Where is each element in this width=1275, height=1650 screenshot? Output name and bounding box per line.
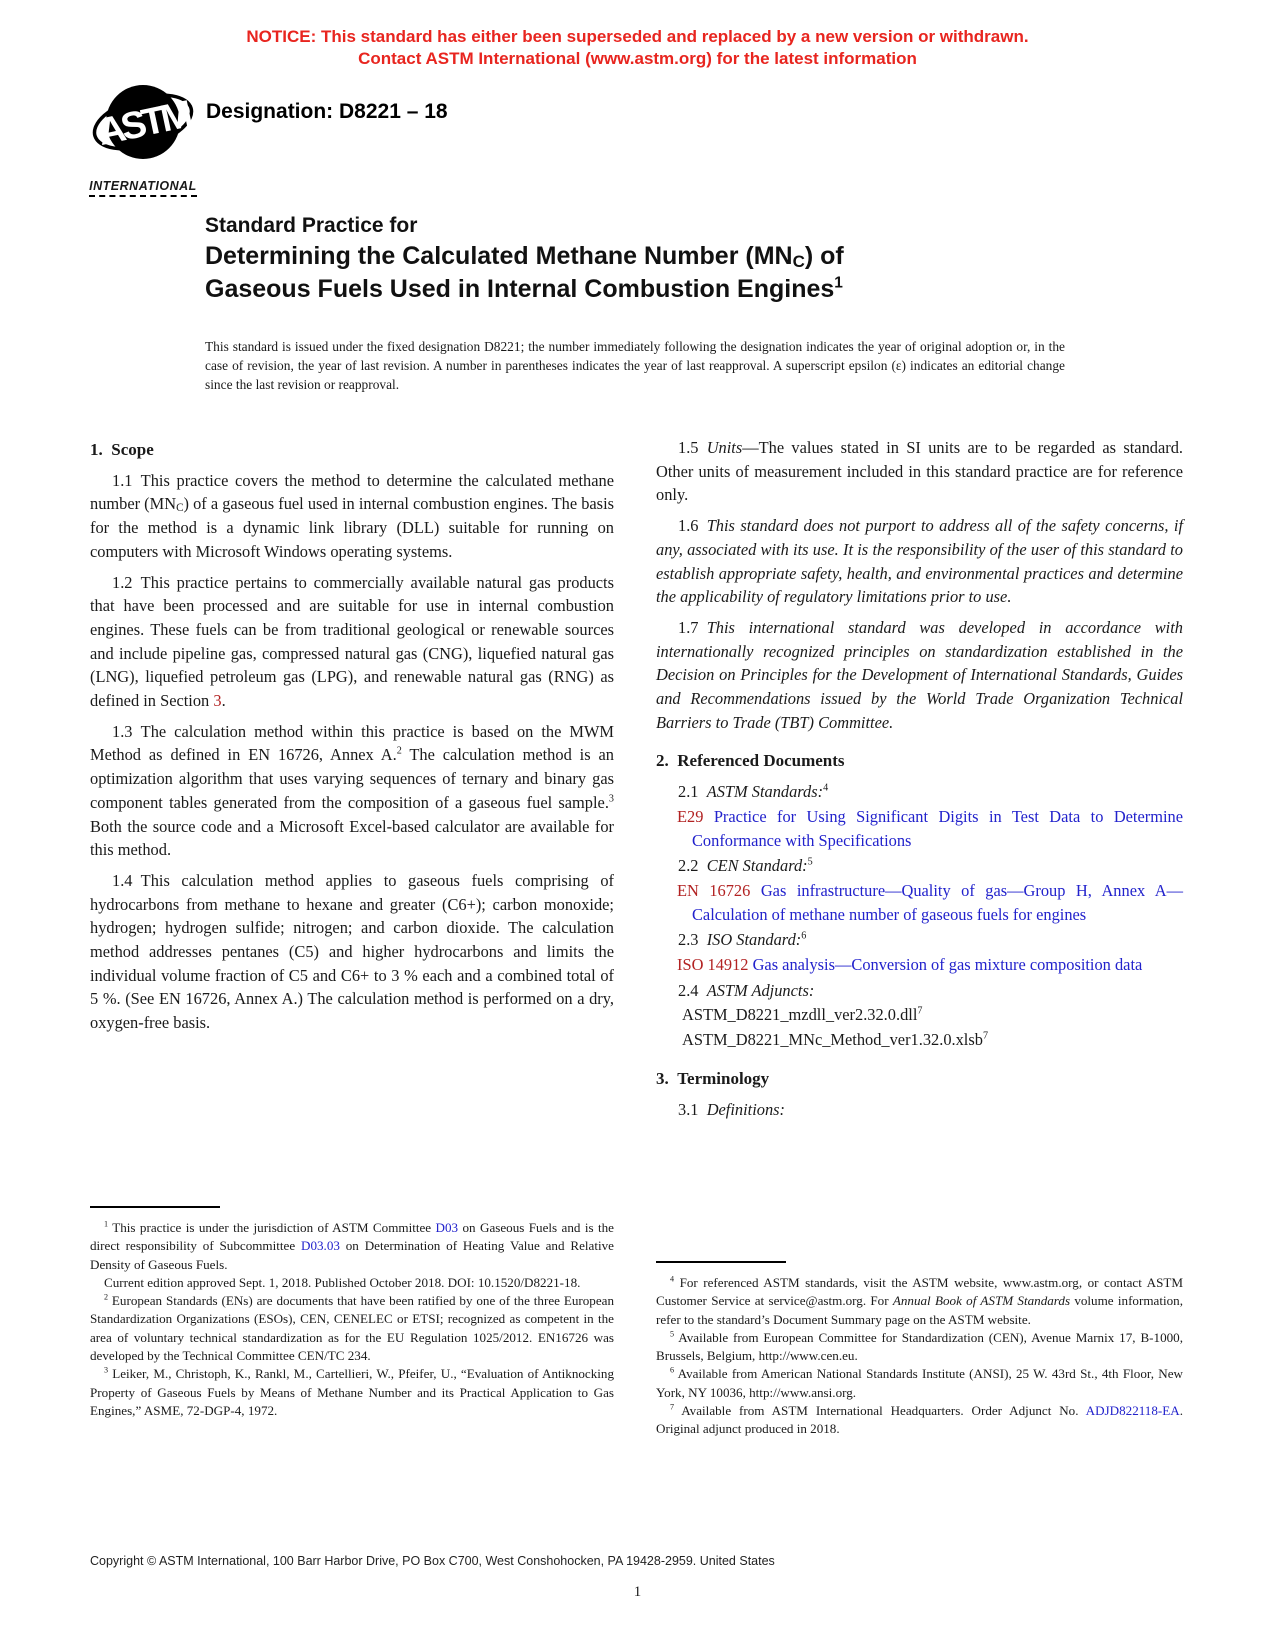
- text-segment: 7: [917, 1006, 923, 1017]
- astm-logo: [88, 76, 198, 197]
- text-segment: For referenced ASTM standards, visit the ASTM website, www.astm.org, or contact ASTM Customer Service at service@astm.org. For: [656, 1275, 1183, 1309]
- paragraph-2-3: [656, 928, 1183, 952]
- heading-scope: 1. Scope: [90, 440, 154, 459]
- text-segment: ASTM Standards:: [706, 782, 824, 802]
- text-segment: 4: [670, 1274, 675, 1284]
- section-3-link[interactable]: 3: [213, 691, 222, 711]
- heading-referenced-documents: 2. Referenced Documents: [656, 751, 845, 771]
- text-segment: Available from American National Standards Institute (ANSI), 25 W. 43rd St., 4th Floor, New York, NY 10036, http://www.ansi.org.: [656, 1366, 1183, 1400]
- text-segment: Units: [706, 438, 743, 457]
- astm-logo-international-label: INTERNATIONAL: [89, 179, 197, 197]
- paragraph-2-2: [656, 854, 1183, 878]
- text-segment: 1.2 This practice pertains to commercially available natural gas products that have been processed and are suitable for use in internal combustion engines. These fuels can be from traditional geological or renewable sources and include pipeline gas, compressed natural gas (CNG), liquefied natural gas (LNG), liquefied petroleum gas (LPG), and renewable natural gas (RNG) as defined in Section: [90, 572, 614, 711]
- text-segment: 5: [807, 856, 813, 868]
- iso14912-link[interactable]: ISO 14912: [677, 955, 749, 975]
- text-segment: ) of: [804, 242, 844, 270]
- text-segment: Available from European Committee for Standardization (CEN), Avenue Marnix 17, B-1000, Brussels, Belgium, http://www.cen.eu.: [656, 1329, 1183, 1364]
- adjunct-order-link[interactable]: ADJD822118-EA: [1085, 1403, 1180, 1419]
- text-segment: 5: [670, 1329, 675, 1339]
- paragraph-1-7: [656, 616, 1183, 735]
- e29-link[interactable]: E29: [677, 806, 704, 826]
- text-segment: European Standards (ENs) are documents that have been ratified by one of the three European Standardization Organizations (ESOs), CEN, CENELEC or ETSI; recognized as competent in the area of voluntary technical standardization as for the EU Regulation 1025/2012. EN16726 was developed by the Technical Committee CEN/TC 234.: [90, 1293, 614, 1364]
- text-segment: Both the source code and a Microsoft Excel-based calculator are available for this method.: [90, 816, 614, 860]
- paragraph-2-1: [656, 780, 1183, 804]
- svg-text:ASTM: ASTM: [94, 93, 193, 155]
- text-segment: ASTM Adjuncts:: [706, 980, 815, 1000]
- text-segment: 1: [834, 274, 843, 292]
- right-column: [656, 434, 1183, 1121]
- text-segment: volume information, refer to the standard’s Document Summary page on the ASTM website.: [656, 1293, 1183, 1327]
- text-segment: Gaseous Fuels Used in Internal Combustion Engines: [205, 275, 835, 303]
- text-segment: ASTM_D8221_mzdll_ver2.32.0.dll: [682, 1005, 918, 1025]
- footnote-4: [656, 1274, 1183, 1329]
- footnote-rule-left: [90, 1206, 220, 1208]
- text-segment: 2.3: [678, 930, 707, 950]
- text-segment: . Original adjunct produced in 2018.: [656, 1403, 1183, 1437]
- superseded-notice: [0, 26, 1275, 70]
- paragraph-1-6: [656, 514, 1183, 609]
- paragraph-1-5: [656, 436, 1183, 507]
- text-segment: ISO Standard:: [706, 930, 802, 950]
- text-segment: 1: [104, 1219, 109, 1229]
- text-segment: 7: [982, 1030, 989, 1042]
- paragraph-1-2: [90, 571, 614, 713]
- text-segment: 1.6: [678, 516, 707, 536]
- title-line-2: [205, 273, 1085, 306]
- text-segment: on Gaseous Fuels and is the direct responsibility of Subcommittee: [90, 1220, 614, 1254]
- text-segment: Determining the Calculated Methane Number (MN: [205, 242, 793, 270]
- text-segment: 3: [104, 1366, 109, 1376]
- adjunct-file-2: [656, 1028, 1183, 1052]
- text-segment: CEN Standard:: [706, 856, 808, 876]
- text-segment: 2: [396, 745, 402, 757]
- notice-line-1: NOTICE: This standard has either been superseded and replaced by a new version or withdrawn.: [246, 27, 1029, 46]
- d03-link[interactable]: D03: [435, 1220, 459, 1235]
- text-segment: 2: [104, 1292, 109, 1302]
- issuance-preamble: This standard is issued under the fixed designation D8221; the number immediately following the designation indicates the year of original adoption or, in the case of revision, the year of last revision. A number in parentheses indicates the year of last reapproval. A superscript epsilon (ε) indicates an editorial change since the last revision or reapproval.: [205, 339, 1065, 392]
- text-segment: 2.1: [678, 782, 707, 802]
- footnotes-right: [656, 1261, 1183, 1439]
- text-segment: —The values stated in SI units are to be regarded as standard. Other units of measurement included in this standard practice are for reference only.: [656, 438, 1183, 505]
- text-segment: 3.1: [678, 1099, 707, 1119]
- astm-globe-icon: [91, 76, 195, 172]
- text-segment: This standard does not purport to address all of the safety concerns, if any, associated with its use. It is the responsibility of the user of this standard to establish appropriate safety, health, and environmental practices and determine the applicability of regulatory limitations prior to use.: [656, 516, 1183, 607]
- text-segment: 6: [670, 1366, 675, 1376]
- en16726-title-link[interactable]: Gas infrastructure—Quality of gas—Group H, Annex A—Calculation of methane number of gaseous fuels for engines: [692, 880, 1183, 924]
- reference-en16726: [656, 879, 1183, 926]
- text-segment: Annual Book of ASTM Standards: [892, 1293, 1071, 1309]
- title-line-1: [205, 240, 1085, 273]
- notice-line-2: Contact ASTM International (www.astm.org) for the latest information: [358, 49, 917, 68]
- text-segment: 4: [823, 782, 829, 794]
- text-segment: C: [176, 502, 184, 515]
- footnote-7: [656, 1402, 1183, 1439]
- text-segment: .: [221, 691, 226, 711]
- d0303-link[interactable]: D03.03: [301, 1238, 340, 1254]
- text-segment: on Determination of Heating Value and Relative Density of Gaseous Fuels.: [90, 1238, 614, 1272]
- footnotes-left: [90, 1206, 614, 1420]
- reference-e29: [656, 805, 1183, 852]
- footnote-2: [90, 1292, 614, 1365]
- copyright-line: Copyright © ASTM International, 100 Barr Harbor Drive, PO Box C700, West Conshohocken, PA 19428-2959. United States: [90, 1554, 775, 1568]
- heading-terminology: 3. Terminology: [656, 1068, 770, 1088]
- e29-title-link[interactable]: Practice for Using Significant Digits in Test Data to Determine Conformance with Specifications: [692, 806, 1183, 850]
- page-number: 1: [633, 1584, 642, 1600]
- text-segment: 1.1 This practice covers the method to determine the calculated methane number (MN: [90, 470, 614, 514]
- footnote-5: [656, 1329, 1183, 1366]
- left-column: [90, 434, 614, 1035]
- reference-iso14912: [656, 953, 1183, 977]
- text-segment: 3: [608, 793, 614, 805]
- text-segment: ASTM_D8221_MNc_Method_ver1.32.0.xlsb: [682, 1030, 983, 1050]
- footnote-3: [90, 1365, 614, 1420]
- text-segment: ) of a gaseous fuel used in internal combustion engines. The basis for the method is a dynamic link library (DLL) suitable for running on computers with Microsoft Windows operating systems.: [90, 494, 614, 561]
- paragraph-1-1: [90, 469, 614, 564]
- text-segment: 1.7: [678, 617, 707, 637]
- footnote-1-edition: [90, 1274, 614, 1292]
- text-segment: This international standard was developed in accordance with internationally recognized principles on standardization established in the Decision on Principles for the Development of International Standards, Guides and Recommendations issued by the World Trade Organization Technical Barriers to Trade (TBT) Committee.: [656, 617, 1183, 732]
- adjunct-file-1: [656, 1003, 1183, 1027]
- text-segment: Definitions:: [706, 1099, 785, 1119]
- paragraph-2-4: [656, 979, 1183, 1003]
- iso14912-title-link[interactable]: Gas analysis—Conversion of gas mixture composition data: [748, 955, 1143, 975]
- paragraph-3-1: [656, 1098, 1183, 1122]
- text-segment: 1.5: [678, 438, 707, 457]
- paragraph-1-3: [90, 720, 614, 862]
- title-kicker: Standard Practice for: [205, 214, 418, 237]
- text-segment: Available from ASTM International Headquarters. Order Adjunct No.: [674, 1403, 1086, 1419]
- text-segment: 7: [670, 1402, 675, 1412]
- text-segment: 6: [801, 930, 807, 942]
- footnote-1: [90, 1219, 614, 1274]
- text-segment: This practice is under the jurisdiction of ASTM Committee: [108, 1220, 436, 1235]
- text-segment: Current edition approved Sept. 1, 2018. Published October 2018. DOI: 10.1520/D8221-18.: [104, 1274, 581, 1290]
- text-segment: 2.4: [678, 980, 707, 1000]
- en16726-link[interactable]: EN 16726: [677, 880, 751, 900]
- text-segment: 2.2: [678, 856, 707, 876]
- text-segment: 1.4 This calculation method applies to gaseous fuels comprising of hydrocarbons from methane to hexane and greater (C6+); carbon monoxide; hydrogen; hydrogen sulfide; nitrogen; and carbon dioxide. The calculation method addresses pentanes (C5) and higher hydrocarbons and limits the individual volume fraction of C5 and C6+ to 3 % each and a combined total of 5 %. (See EN 16726, Annex A.) The calculation method is performed on a dry, oxygen-free basis.: [90, 870, 614, 1033]
- designation: Designation: D8221 – 18: [206, 100, 448, 123]
- text-segment: The calculation method is an optimization algorithm that uses varying sequences of ternary and binary gas component tables generated from the composition of a gaseous fuel sample.: [90, 745, 614, 812]
- text-segment: Leiker, M., Christoph, K., Rankl, M., Cartellieri, W., Pfeifer, U., “Evaluation of Antiknocking Property of Gaseous Fuels by Means of Methane Number and its Practical Application to Gas Engines,” ASME, 72-DGP-4, 1972.: [90, 1366, 614, 1418]
- footnote-6: [656, 1365, 1183, 1402]
- text-segment: 1.3 The calculation method within this practice is based on the MWM Method as defined in EN 16726, Annex A.: [90, 721, 614, 765]
- footnote-rule-right: [656, 1261, 786, 1263]
- title-block: [205, 212, 1085, 306]
- text-segment: C: [792, 252, 805, 272]
- paragraph-1-4: [90, 869, 614, 1035]
